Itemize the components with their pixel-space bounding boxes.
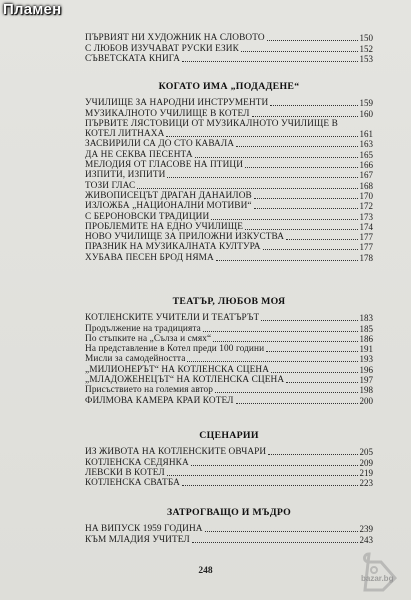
toc-entry (85, 180, 373, 190)
entry-page: 168 (359, 180, 373, 191)
toc-section-4 (85, 508, 373, 545)
leader-dots (252, 116, 358, 117)
entry-page: 223 (359, 478, 373, 489)
entry-title: С ЛЮБОВ ИЗУЧАВАТ РУСКИ ЕЗИК (85, 43, 239, 54)
entry-page: 170 (359, 190, 373, 201)
entry-page: 172 (359, 201, 373, 212)
toc-entry (85, 344, 373, 354)
section-heading: КОГАТО ИМА „ПОДАДЕНЕ“ (158, 81, 300, 92)
entry-page: 177 (359, 232, 373, 243)
entry-title: УЧИЛИЩЕ ЗА НАРОДНИ ИНСТРУМЕНТИ (85, 98, 269, 109)
entry-title: СЪВЕТСКАТА КНИГА (85, 53, 181, 64)
entry-title: ИЗПИТИ, ИЗПИТИ (85, 170, 166, 181)
toc-entry (85, 222, 373, 232)
leader-dots (254, 198, 358, 199)
leader-dots (286, 239, 357, 240)
leader-dots (213, 341, 357, 342)
entry-title: ТОЗИ ГЛАС (85, 180, 136, 191)
entry-page: 160 (359, 108, 373, 119)
entry-page: 163 (359, 139, 373, 150)
toc-entry (85, 191, 373, 201)
entry-title: ЗАСВИРИЛИ СА ДО СТО КАВАЛА (85, 139, 235, 150)
toc-section-top (85, 33, 373, 64)
entry-page: 243 (359, 534, 373, 545)
entry-page: 183 (359, 313, 373, 324)
entry-page: 209 (359, 457, 373, 468)
toc-entry (85, 33, 373, 43)
leader-dots (166, 136, 357, 137)
leader-dots (167, 475, 358, 476)
entry-title: ЛЕВСКИ В КОТЕЛ (85, 467, 165, 478)
leader-dots (236, 403, 358, 404)
entry-title: КОТЛЕНСКИТЕ УЧИТЕЛИ И ТЕАТЪРЪТ (85, 313, 260, 324)
entry-title: КОТЕЛ ЛИТНАХА (85, 129, 165, 140)
toc-entry (85, 98, 373, 108)
entry-title: На представление в Котел преди 100 години (85, 344, 265, 355)
leader-dots (270, 105, 357, 106)
entry-title: ПЪРВИТЕ ЛЯСТОВИЦИ ОТ МУЗИКАЛНОТО УЧИЛИЩЕ В (85, 118, 338, 129)
toc-entry (85, 43, 373, 53)
leader-dots (191, 465, 358, 466)
leader-dots (245, 229, 357, 230)
entry-title: ИЗ ЖИВОТА НА КОТЛЕНСКИТЕ ОВЧАРИ (85, 447, 267, 458)
watermark-text: Пламен (3, 1, 62, 18)
toc-entry (85, 524, 373, 534)
entry-page: 153 (359, 53, 373, 64)
toc-entry (85, 457, 373, 467)
entry-page: 166 (359, 160, 373, 171)
entry-page: 165 (359, 149, 373, 160)
toc-entry (85, 334, 373, 344)
toc-entry (85, 211, 373, 221)
leader-dots (137, 188, 357, 189)
leader-dots (205, 531, 358, 532)
logo-text: bazar.bg (361, 574, 394, 583)
entry-title: ФИЛМОВА КАМЕРА КРАЙ КОТЕЛ (85, 395, 234, 406)
entry-page: 219 (359, 467, 373, 478)
entry-title: ПРОБЛЕМИТЕ НА ЕДНО УЧИЛИЩЕ (85, 221, 244, 232)
entry-title: КОТЛЕНСКА СВАТБА (85, 478, 180, 489)
entry-title: ХУБАВА ПЕСЕН БРОД НЯМА (85, 252, 214, 263)
section-heading: СЦЕНАРИИ (199, 430, 259, 441)
leader-dots (271, 372, 357, 373)
leader-dots (261, 320, 357, 321)
entry-title: ИЗЛОЖБА „НАЦИОНАЛНИ МОТИВИ“ (85, 201, 252, 212)
leader-dots (187, 361, 357, 362)
toc-entry (85, 129, 373, 139)
leader-dots (266, 351, 357, 352)
entry-title: МУЗИКАЛНОТО УЧИЛИЩЕ В КОТЕЛ (85, 108, 250, 119)
toc-entry (85, 119, 373, 129)
toc-entry (85, 170, 373, 180)
entry-title: КЪМ МЛАДИЯ УЧИТЕЛ (85, 534, 190, 545)
entry-page: 205 (359, 447, 373, 458)
toc-entry (85, 149, 373, 159)
entry-title: „МИЛИОНЕРЪТ“ НА КОТЛЕНСКА СЦЕНА (85, 364, 270, 375)
entry-title: Продължение на традицията (85, 323, 201, 334)
entry-title: Присъствието на големия автор (85, 385, 214, 396)
toc-entry (85, 323, 373, 333)
entry-page: 150 (359, 33, 373, 44)
entry-page: 196 (359, 364, 373, 375)
toc-entry (85, 395, 373, 405)
entry-page: 193 (359, 354, 373, 365)
toc-entry (85, 354, 373, 364)
leader-dots (245, 167, 357, 168)
toc-entry (85, 54, 373, 64)
leader-dots (241, 51, 358, 52)
toc-entry (85, 139, 373, 149)
leader-dots (263, 249, 358, 250)
entry-page: 173 (359, 211, 373, 222)
leader-dots (216, 260, 358, 261)
entry-page: 178 (359, 252, 373, 263)
toc-entry (85, 242, 373, 252)
toc-section-3 (85, 431, 373, 488)
leader-dots (203, 331, 358, 332)
leader-dots (182, 61, 357, 62)
leader-dots (192, 542, 358, 543)
entry-title: ЖИВОПИСЕЦЪТ ДРАГАН ДАНАИЛОВ (85, 190, 252, 201)
toc-section-2 (85, 297, 373, 406)
toc-entry (85, 478, 373, 488)
leader-dots (182, 485, 358, 486)
toc-entry (85, 375, 373, 385)
entry-title: НА ВИПУСК 1959 ГОДИНА (85, 524, 203, 535)
toc-entry (85, 201, 373, 211)
toc-entry (85, 232, 373, 242)
entry-title: НОВО УЧИЛИЩЕ ЗА ПРИЛОЖНИ ИЗКУСТВА (85, 232, 285, 243)
entry-page: 186 (359, 333, 373, 344)
toc-entry (85, 313, 373, 323)
section-heading: ЗАТРОГВАЩО И МЪДРО (166, 507, 292, 518)
entry-title: ПЪРВИЯТ НИ ХУДОЖНИК НА СЛОВОТО (85, 33, 265, 44)
entry-title: ПРАЗНИК НА МУЗИКАЛНАТА КУЛТУРА (85, 242, 261, 253)
toc-entry (85, 160, 373, 170)
leader-dots (236, 146, 357, 147)
leader-dots (167, 177, 357, 178)
entry-page: 197 (359, 375, 373, 386)
leader-dots (195, 157, 358, 158)
leader-dots (268, 454, 357, 455)
toc-entry (85, 534, 373, 544)
bazar-logo-icon (351, 548, 407, 596)
entry-page: 239 (359, 524, 373, 535)
entry-title: „МЛАДОЖЕНЕЦЪТ“ НА КОТЛЕНСКА СЦЕНА (85, 375, 285, 386)
entry-title: По стъпките на „Сълза и смях“ (85, 333, 212, 344)
entry-title: МЕЛОДИЯ ОТ ГЛАСОВЕ НА ПТИЦИ (85, 160, 244, 171)
entry-page: 161 (359, 129, 373, 140)
entry-page: 152 (359, 43, 373, 54)
entry-page: 200 (359, 395, 373, 406)
toc-entry (85, 468, 373, 478)
toc-entry (85, 385, 373, 395)
entry-page: 159 (359, 98, 373, 109)
entry-title: ДА НЕ СЕКВА ПЕСЕНТА (85, 149, 193, 160)
entry-page: 167 (359, 170, 373, 181)
entry-page: 185 (359, 323, 373, 334)
section-heading: ТЕАТЪР, ЛЮБОВ МОЯ (172, 296, 286, 307)
leader-dots (215, 392, 357, 393)
entry-page: 191 (359, 344, 373, 355)
toc-entry (85, 108, 373, 118)
entry-page: 174 (359, 221, 373, 232)
page-number: 248 (198, 566, 213, 576)
leader-dots (254, 208, 358, 209)
toc-entry (85, 447, 373, 457)
toc-section-1 (85, 82, 373, 263)
leader-dots (267, 40, 358, 41)
leader-dots (211, 219, 357, 220)
leader-dots (286, 382, 357, 383)
entry-page: 198 (359, 385, 373, 396)
entry-title: КОТЛЕНСКА СЕДЯНКА (85, 457, 189, 468)
toc-entry (85, 252, 373, 262)
entry-page: 177 (359, 242, 373, 253)
entry-title: Мисли за самодейността (85, 354, 186, 365)
toc-entry (85, 364, 373, 374)
entry-title: С БЕРОНОВСКИ ТРАДИЦИИ (85, 211, 210, 222)
